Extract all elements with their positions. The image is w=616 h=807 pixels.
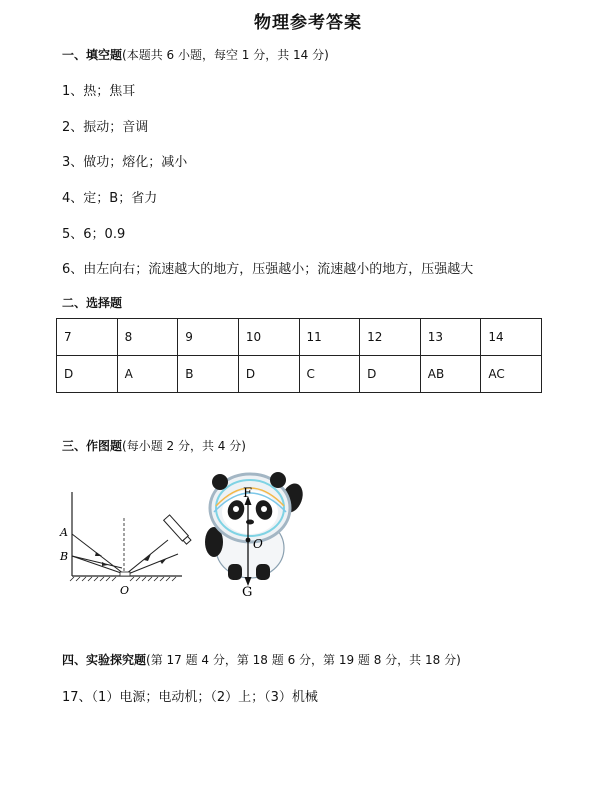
section-4-note: (第 17 题 4 分，第 18 题 6 分，第 19 题 8 分，共 18 分) [146, 653, 461, 667]
answer-cell: B [178, 356, 239, 393]
question-number-cell: 7 [57, 319, 118, 356]
table-row-answers [57, 356, 542, 393]
page-title: 物理参考答案 [254, 13, 362, 33]
section-1-note: (本题共 6 小题，每空 1 分，共 14 分) [122, 48, 329, 62]
question-number-cell: 13 [420, 319, 481, 356]
answer-line-4: 4、定；B；省力 [62, 191, 158, 206]
answer-cell: D [360, 356, 421, 393]
question-number-cell: 11 [299, 319, 360, 356]
label-o: O [120, 584, 130, 597]
section-1-heading [62, 46, 329, 63]
reflection-diagram [58, 488, 198, 600]
answer-line-2: 2、振动；音调 [62, 120, 149, 135]
question-number-cell: 8 [117, 319, 178, 356]
answer-cell: AC [481, 356, 542, 393]
section-1-title: 一、填空题 [62, 48, 123, 62]
answer-table [56, 318, 542, 393]
label-a: A [60, 526, 68, 539]
answer-line-6: 6、由左向右；流速越大的地方，压强越小；流速越小的地方，压强越大 [62, 262, 474, 277]
table-row-numbers [57, 319, 542, 356]
answer-line-1: 1、热；焦耳 [62, 84, 136, 99]
question-number-cell: 14 [481, 319, 542, 356]
question-number-cell: 12 [360, 319, 421, 356]
label-f: F [243, 486, 253, 501]
answer-cell: D [57, 356, 118, 393]
answer-cell: AB [420, 356, 481, 393]
question-number-cell: 9 [178, 319, 239, 356]
answer-line-5: 5、6；0.9 [62, 227, 126, 242]
section-3-title: 三、作图题 [62, 439, 123, 453]
answer-cell: C [299, 356, 360, 393]
mascot-force-diagram [200, 466, 310, 600]
section-4-title: 四、实验探究题 [62, 653, 147, 667]
label-o-center: O [253, 537, 263, 551]
section-4-heading [62, 651, 461, 668]
answer-line-3: 3、做功；熔化；减小 [62, 155, 188, 170]
question-number-cell: 10 [238, 319, 299, 356]
answer-cell: D [238, 356, 299, 393]
label-g: G [242, 585, 253, 600]
section-3-heading [62, 437, 246, 454]
answer-cell: A [117, 356, 178, 393]
answer-line-17: 17、（1）电源；电动机；（2）上；（3）机械 [62, 690, 318, 705]
section-3-note: (每小题 2 分，共 4 分) [122, 439, 246, 453]
section-2-heading: 二、选择题 [62, 296, 123, 310]
label-b: B [60, 550, 69, 563]
